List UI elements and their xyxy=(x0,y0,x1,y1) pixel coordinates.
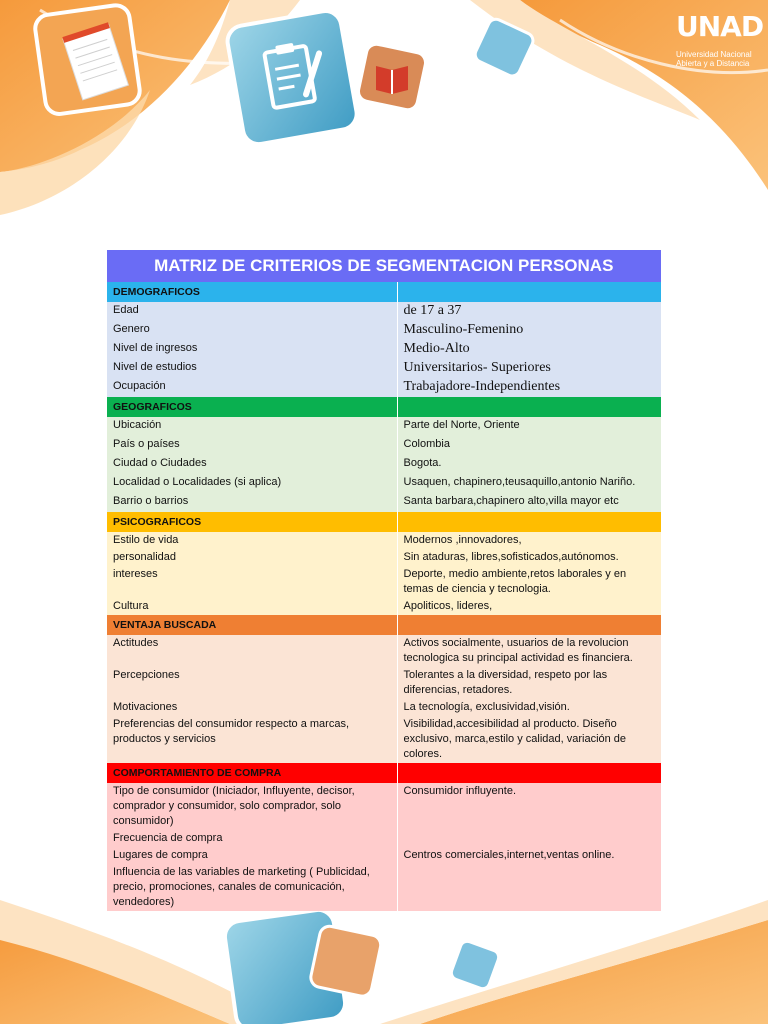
table-row xyxy=(107,474,661,493)
criterion-value xyxy=(397,830,661,847)
section-heading: VENTAJA BUSCADA xyxy=(107,615,397,635)
book-icon xyxy=(372,58,412,96)
criterion-value: La tecnología, exclusividad,visión. xyxy=(397,699,661,716)
table-row xyxy=(107,455,661,474)
table-row xyxy=(107,566,661,598)
criterion-value: Colombia xyxy=(397,436,661,455)
criterion-label: Tipo de consumidor (Iniciador, Influyente, decisor, comprador y consumidor, solo comprador, solo consumidor) xyxy=(107,783,397,830)
table-row xyxy=(107,532,661,549)
section-heading-row xyxy=(107,512,661,532)
table-row xyxy=(107,667,661,699)
criterion-label: intereses xyxy=(107,566,397,598)
table-row xyxy=(107,847,661,864)
criterion-value: Medio-Alto xyxy=(397,340,661,359)
criterion-label: Influencia de las variables de marketing ( Publicidad, precio, promociones, canales de comunicación, vendedores) xyxy=(107,864,397,911)
table-row xyxy=(107,436,661,455)
criterion-label: Actitudes xyxy=(107,635,397,667)
criterion-label: Barrio o barrios xyxy=(107,493,397,512)
criterion-label: Preferencias del consumidor respecto a marcas, productos y servicios xyxy=(107,716,397,763)
logo-subtitle: Universidad Nacional Abierta y a Distancia xyxy=(676,50,752,68)
criterion-value: Deporte, medio ambiente,retos laborales y en temas de ciencia y tecnologia. xyxy=(397,566,661,598)
section-heading: GEOGRAFICOS xyxy=(107,397,397,417)
criterion-value: Tolerantes a la diversidad, respeto por las diferencias, retadores. xyxy=(397,667,661,699)
criterion-value: Sin ataduras, libres,sofisticados,autónomos. xyxy=(397,549,661,566)
section-heading: DEMOGRAFICOS xyxy=(107,282,397,302)
criterion-label: Percepciones xyxy=(107,667,397,699)
criterion-value: Visibilidad,accesibilidad al producto. Diseño exclusivo, marca,estilo y calidad, variación de colores. xyxy=(397,716,661,763)
criterion-label: Genero xyxy=(107,321,397,340)
criterion-value: Apoliticos, lideres, xyxy=(397,598,661,615)
matrix-title: MATRIZ DE CRITERIOS DE SEGMENTACION PERSONAS xyxy=(107,250,661,282)
criterion-value xyxy=(397,864,661,911)
table-row xyxy=(107,321,661,340)
criterion-label: Nivel de ingresos xyxy=(107,340,397,359)
table-row xyxy=(107,378,661,397)
criterion-value: Activos socialmente, usuarios de la revolucion tecnologica su principal actividad es financiera. xyxy=(397,635,661,667)
criterion-value: Universitarios- Superiores xyxy=(397,359,661,378)
table-row xyxy=(107,417,661,436)
table-row xyxy=(107,302,661,321)
clipboard-pen-icon xyxy=(255,38,335,118)
matrix-title-row xyxy=(107,250,661,282)
section-heading-row xyxy=(107,397,661,417)
logo-text: UNAD xyxy=(676,10,764,43)
unad-logo xyxy=(676,6,764,76)
segmentation-matrix xyxy=(107,250,662,911)
notepad-icon xyxy=(60,22,132,104)
criterion-value: Consumidor influyente. xyxy=(397,783,661,830)
table-row xyxy=(107,493,661,512)
table-row xyxy=(107,359,661,378)
criterion-label: Ubicación xyxy=(107,417,397,436)
table-row xyxy=(107,864,661,911)
criterion-value: Santa barbara,chapinero alto,villa mayor etc xyxy=(397,493,661,512)
criterion-label: Cultura xyxy=(107,598,397,615)
criterion-value: Masculino-Femenino xyxy=(397,321,661,340)
criterion-label: Ocupación xyxy=(107,378,397,397)
table-row xyxy=(107,598,661,615)
table-row xyxy=(107,340,661,359)
table-row xyxy=(107,716,661,763)
criterion-value: Parte del Norte, Oriente xyxy=(397,417,661,436)
criterion-label: Estilo de vida xyxy=(107,532,397,549)
criterion-value: Modernos ,innovadores, xyxy=(397,532,661,549)
criterion-label: Frecuencia de compra xyxy=(107,830,397,847)
criterion-value: Bogota. xyxy=(397,455,661,474)
section-heading: COMPORTAMIENTO DE COMPRA xyxy=(107,763,397,783)
table-row xyxy=(107,549,661,566)
criterion-label: País o países xyxy=(107,436,397,455)
section-heading-row xyxy=(107,282,661,302)
criterion-value: Usaquen, chapinero,teusaquillo,antonio Nariño. xyxy=(397,474,661,493)
table-row xyxy=(107,783,661,830)
section-heading: PSICOGRAFICOS xyxy=(107,512,397,532)
section-heading-row xyxy=(107,763,661,783)
section-heading-row xyxy=(107,615,661,635)
criterion-value: de 17 a 37 xyxy=(397,302,661,321)
criterion-value: Centros comerciales,internet,ventas online. xyxy=(397,847,661,864)
criterion-label: personalidad xyxy=(107,549,397,566)
table-row xyxy=(107,699,661,716)
criterion-label: Ciudad o Ciudades xyxy=(107,455,397,474)
criterion-value: Trabajadore-Independientes xyxy=(397,378,661,397)
table-row xyxy=(107,830,661,847)
criterion-label: Nivel de estudios xyxy=(107,359,397,378)
criterion-label: Lugares de compra xyxy=(107,847,397,864)
criterion-label: Localidad o Localidades (si aplica) xyxy=(107,474,397,493)
criterion-label: Edad xyxy=(107,302,397,321)
table-row xyxy=(107,635,661,667)
criterion-label: Motivaciones xyxy=(107,699,397,716)
